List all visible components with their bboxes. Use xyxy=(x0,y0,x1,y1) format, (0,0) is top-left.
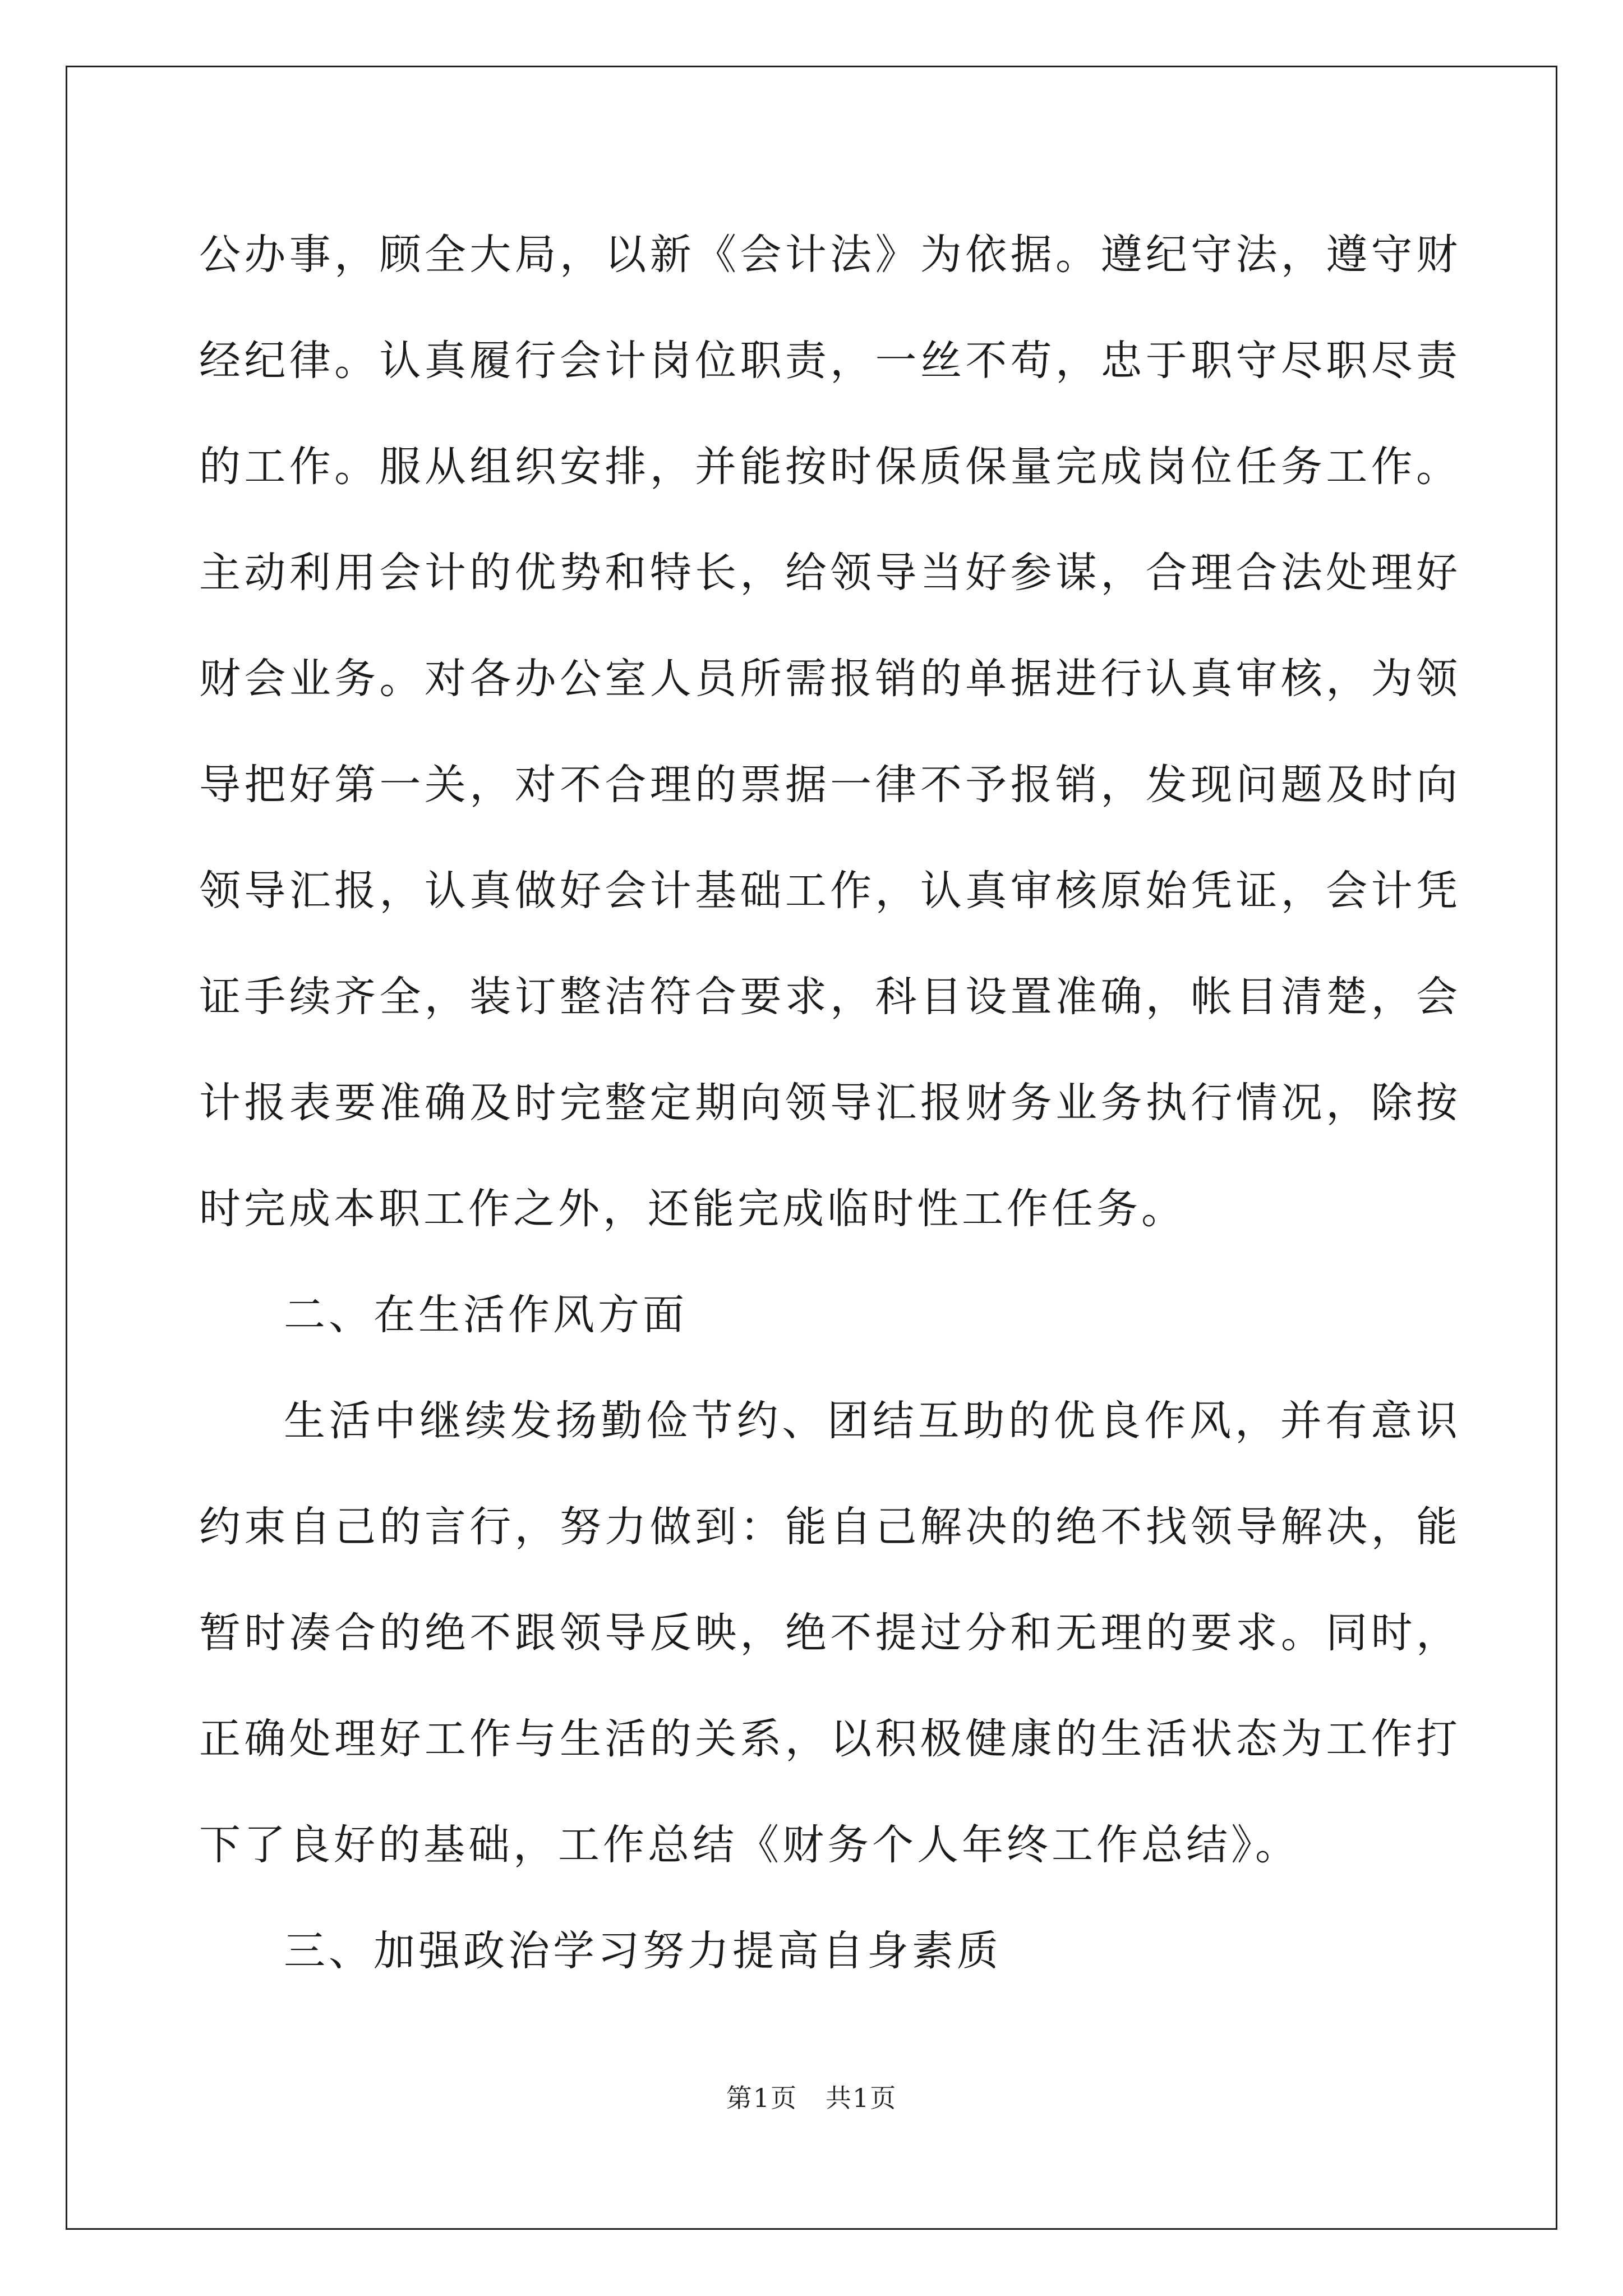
page-number-total: 共1页 xyxy=(826,2083,897,2113)
document-body xyxy=(199,202,1461,2004)
section-heading-political-study: 三、加强政治学习努力提高自身素质 xyxy=(284,1927,1002,1975)
paragraph-lifestyle: 生活中继续发扬勤俭节约、团结互助的优良作风，并有意识约束自己的言行，努力做到：能自己解决的绝不找领导解决，能暂时凑合的绝不跟领导反映，绝不提过分和无理的要求。同时，正确处理好工作与生活的关系，以积极健康的生活状态为工作打下了良好的基础，工作总结《财务个人年终工作总结》。 xyxy=(199,1397,1461,1869)
section-heading-lifestyle: 二、在生活作风方面 xyxy=(284,1291,688,1339)
paragraph-finance-duties: 公办事，顾全大局，以新《会计法》为依据。遵纪守法，遵守财经纪律。认真履行会计岗位职责，一丝不苟，忠于职守尽职尽责的工作。服从组织安排，并能按时保质保量完成岗位任务工作。主动利用会计的优势和特长，给领导当好参谋，合理合法处理好财会业务。对各办公室人员所需报销的单据进行认真审核，为领导把好第一关，对不合理的票据一律不予报销，发现问题及时向领导汇报，认真做好会计基础工作，认真审核原始凭证，会计凭证手续齐全，装订整洁符合要求，科目设置准确，帐目清楚，会计报表要准确及时完整定期向领导汇报财务业务执行情况，除按时完成本职工作之外，还能完成临时性工作任务。 xyxy=(199,231,1461,1233)
page-footer xyxy=(0,2081,1623,2115)
page-number-current: 第1页 xyxy=(726,2083,797,2113)
